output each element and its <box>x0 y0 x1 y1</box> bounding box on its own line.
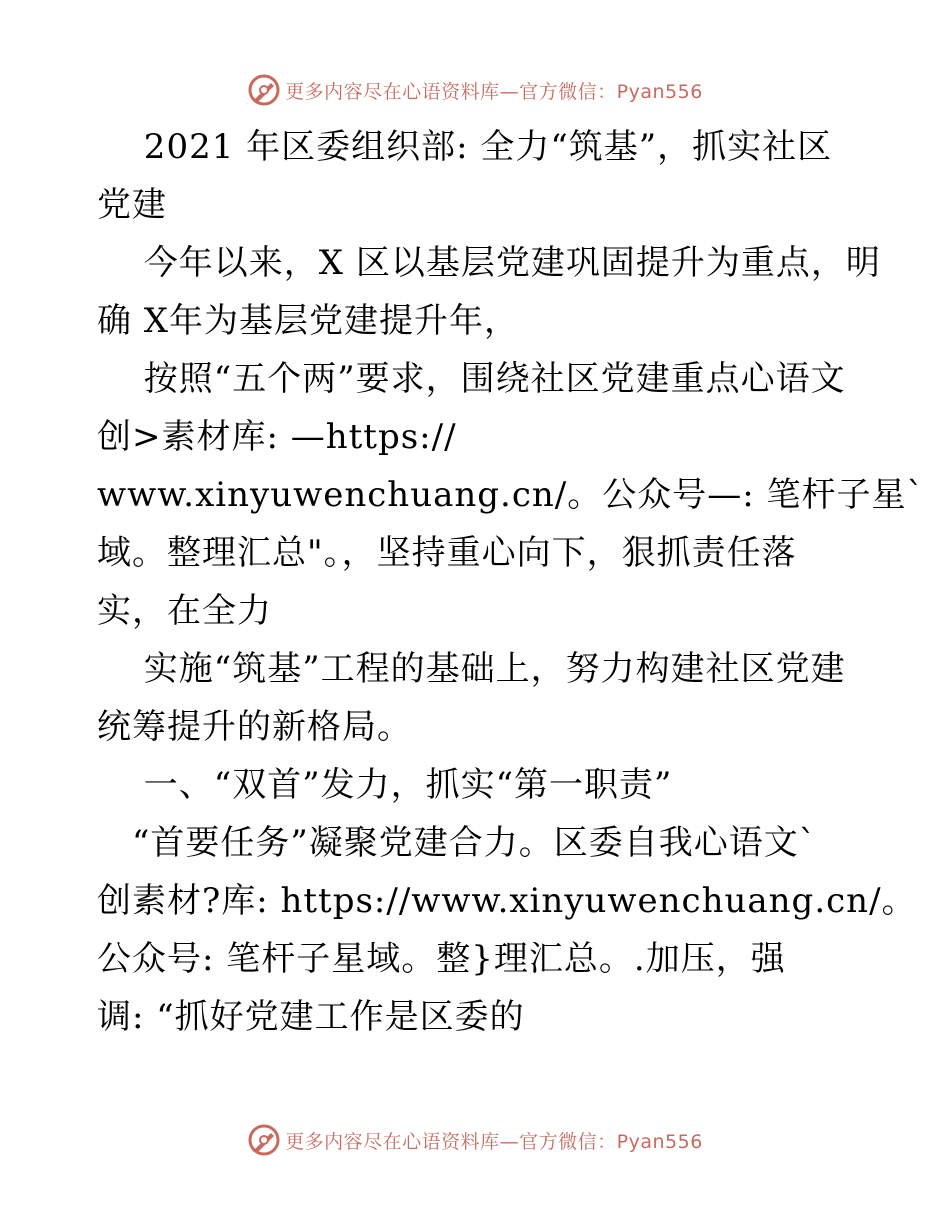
text-line: 一、“双首”发力，抓实“第一职责” <box>97 765 673 805</box>
text-line: 2021 年区委组织部: 全力“筑基”，抓实社区 <box>97 127 833 167</box>
text-line: 今年以来，X 区以基层党建巩固提升为重点，明 <box>97 243 881 283</box>
pen-logo-icon <box>247 73 281 107</box>
text-line: 调: “抓好党建工作是区委的 <box>97 997 525 1037</box>
watermark-header <box>0 70 950 110</box>
pen-logo-icon <box>247 1123 281 1157</box>
text-line: 域。整理汇总"。，坚持重心向下，狠抓责任落 <box>97 533 797 573</box>
text-line: 实，在全力 <box>97 591 272 631</box>
text-line: 实施“筑基”工程的基础上，努力构建社区党建 <box>97 649 846 689</box>
text-line: 创>素材库: —https:// <box>97 417 457 457</box>
document-body <box>97 118 925 1046</box>
text-line: 确 X年为基层党建提升年， <box>97 301 520 341</box>
watermark-footer <box>0 1120 950 1160</box>
watermark-text: 更多内容尽在心语资料库—官方微信：Pyan556 <box>285 80 703 103</box>
text-line: “首要任务”凝聚党建合力。区委自我心语文` <box>97 823 817 863</box>
text-line: 创素材?库: https://www.xinyuwenchuang.cn/。 <box>97 881 917 921</box>
text-line: www.xinyuwenchuang.cn/。公众号—: 笔杆子星` <box>97 475 925 515</box>
text-line: 按照“五个两”要求，围绕社区党建重点心语文 <box>97 359 846 399</box>
text-line: 党建 <box>97 185 167 225</box>
text-line: 公众号: 笔杆子星域。整}理汇总。.加压，强 <box>97 939 786 979</box>
text-line: 统筹提升的新格局。 <box>97 707 412 747</box>
watermark-text: 更多内容尽在心语资料库—官方微信：Pyan556 <box>285 1130 703 1153</box>
